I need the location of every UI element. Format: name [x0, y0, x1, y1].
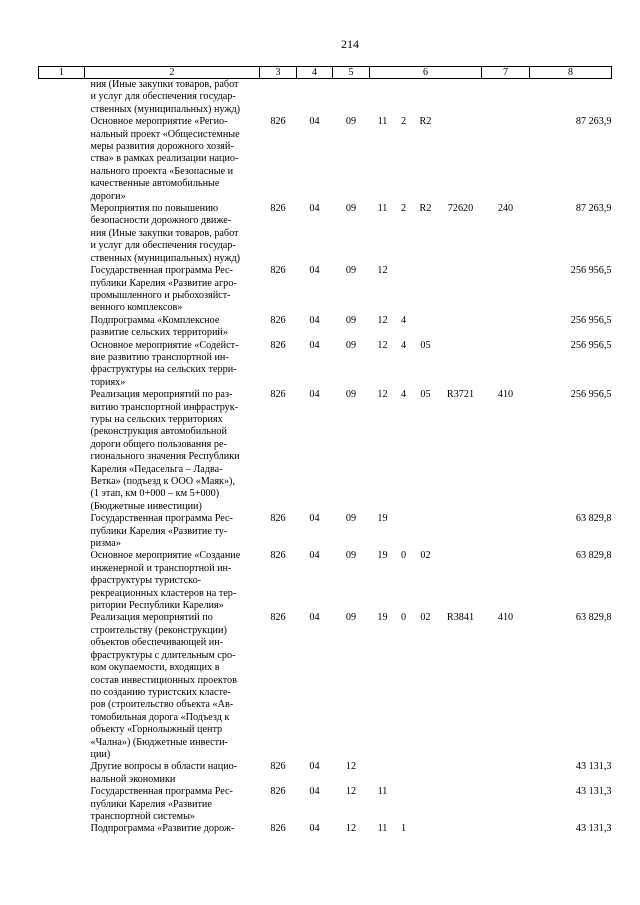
item-name: Подпрограмма «Развитие дорож- — [90, 823, 235, 835]
ministry-code: 826 — [270, 265, 286, 277]
ministry-code: 826 — [270, 314, 286, 326]
table-row — [39, 761, 612, 786]
section-code: 04 — [309, 314, 320, 326]
subsection-code: 12 — [345, 786, 357, 798]
empty-cell — [39, 513, 85, 550]
section-code: 04 — [309, 116, 320, 128]
ministry-code: 826 — [270, 513, 286, 525]
expense-type-code — [482, 340, 530, 390]
table-row — [39, 550, 612, 612]
subprogram-code: 2 — [400, 116, 407, 128]
program-code: 12 — [377, 389, 388, 401]
empty-cell — [39, 340, 85, 390]
item-name: Государственная программа Рес- публики Карелия «Развитие транспортной системы» — [90, 786, 233, 822]
amount: 256 956,5 — [570, 389, 612, 401]
subprogram-code — [396, 79, 412, 117]
empty-cell — [39, 79, 85, 117]
empty-cell — [39, 203, 85, 265]
direction-code — [440, 79, 482, 117]
section-code: 04 — [309, 389, 320, 401]
expense-type-code: 410 — [497, 389, 514, 401]
activity-code: 02 — [420, 612, 431, 624]
program-code: 19 — [377, 612, 388, 624]
ministry-code: 826 — [270, 116, 286, 128]
subprogram-code — [396, 786, 412, 823]
amount: 87 263,9 — [575, 203, 612, 215]
col-header-6: 6 — [370, 67, 482, 79]
activity-code: 02 — [420, 550, 431, 562]
activity-code — [412, 761, 440, 786]
direction-code: 72620 — [447, 203, 474, 215]
program-code: 11 — [377, 786, 388, 798]
table-row — [39, 116, 612, 203]
program-code — [370, 79, 396, 117]
empty-cell — [39, 786, 85, 823]
activity-code: R2 — [419, 203, 432, 215]
expense-type-code — [482, 513, 530, 550]
program-code: 12 — [377, 339, 388, 351]
ministry-code: 826 — [270, 823, 286, 835]
ministry-code: 826 — [270, 203, 286, 215]
item-name: Другие вопросы в области нацио- нальной экономики — [90, 761, 238, 785]
program-code: 11 — [377, 116, 388, 128]
program-code — [370, 761, 396, 786]
section-code: 04 — [309, 550, 320, 562]
section-code: 04 — [309, 823, 320, 835]
direction-code — [440, 340, 482, 390]
program-code: 11 — [377, 203, 388, 215]
table-row — [39, 340, 612, 390]
program-code: 19 — [377, 513, 388, 525]
subsection-code: 09 — [345, 203, 357, 215]
amount — [530, 79, 612, 117]
section-code: 04 — [309, 203, 320, 215]
table-row — [39, 265, 612, 315]
table-row — [39, 79, 612, 117]
subsection-code: 12 — [345, 823, 357, 835]
amount: 63 829,8 — [575, 612, 612, 624]
col-header-5: 5 — [333, 67, 370, 79]
item-name: Реализация мероприятий по строительству (реконструкции) объектов обеспечивающей ин- фраструктуры с длительным сро- ком окупаемости, входящих в состав инвестиционных проектов по созданию туристских класте- ров (строительство объекта «Ав- томобильная дорога «Подъезд к объекту «Горнолыжный центр «Чална») (Бюджетные инвести- ции) — [90, 612, 237, 760]
expense-type-code: 240 — [497, 203, 514, 215]
direction-code — [440, 786, 482, 823]
subsection-code: 09 — [345, 314, 357, 326]
subsection-code: 09 — [345, 550, 357, 562]
expense-type-code — [482, 761, 530, 786]
subsection-code: 09 — [345, 265, 357, 277]
amount: 63 829,8 — [575, 550, 612, 562]
budget-table — [38, 66, 612, 836]
section-code: 04 — [309, 265, 320, 277]
table-row — [39, 315, 612, 340]
item-name: Подпрограмма «Комплексное развитие сельских территорий» — [90, 314, 228, 339]
amount: 256 956,5 — [570, 339, 612, 351]
section-code — [297, 79, 333, 117]
header-row — [39, 67, 612, 79]
subsection-code: 09 — [345, 612, 357, 624]
ministry-code — [260, 79, 297, 117]
table-row — [39, 203, 612, 265]
empty-cell — [39, 550, 85, 612]
table-row — [39, 389, 612, 513]
subprogram-code: 2 — [400, 203, 407, 215]
subsection-code: 12 — [345, 761, 357, 773]
section-code: 04 — [309, 513, 320, 525]
amount: 63 829,8 — [575, 513, 612, 525]
activity-code — [412, 786, 440, 823]
section-code: 04 — [309, 339, 320, 351]
subprogram-code — [396, 761, 412, 786]
col-header-2: 2 — [85, 67, 260, 79]
activity-code: 05 — [420, 389, 431, 401]
item-name: Основное мероприятие «Содейст- вие развитию транспортной ин- фраструктуры на сельских терри- ториях» — [90, 339, 239, 388]
direction-code — [440, 823, 482, 835]
table-row — [39, 513, 612, 550]
direction-code — [440, 513, 482, 550]
expense-type-code — [482, 265, 530, 315]
subprogram-code: 1 — [400, 823, 407, 835]
empty-cell — [39, 761, 85, 786]
table-row — [39, 823, 612, 835]
subprogram-code: 0 — [400, 612, 407, 624]
activity-code: 05 — [420, 339, 431, 351]
direction-code — [440, 116, 482, 203]
amount: 43 131,3 — [575, 761, 612, 773]
empty-cell — [39, 265, 85, 315]
subprogram-code: 0 — [400, 550, 407, 562]
activity-code — [412, 823, 440, 835]
col-header-4: 4 — [297, 67, 333, 79]
subprogram-code: 4 — [400, 314, 407, 326]
table-row — [39, 612, 612, 761]
direction-code: R3841 — [446, 612, 475, 624]
program-code: 12 — [377, 314, 388, 326]
amount: 256 956,5 — [570, 265, 612, 277]
direction-code — [440, 550, 482, 612]
expense-type-code — [482, 823, 530, 835]
section-code: 04 — [309, 786, 320, 798]
section-code: 04 — [309, 612, 320, 624]
activity-code — [412, 315, 440, 340]
table-row — [39, 786, 612, 823]
subprogram-code: 4 — [400, 389, 407, 401]
col-header-1: 1 — [39, 67, 85, 79]
ministry-code: 826 — [270, 550, 286, 562]
expense-type-code: 410 — [497, 612, 514, 624]
subsection-code — [333, 79, 370, 117]
item-name: Государственная программа Рес- публики Карелия «Развитие ту- ризма» — [90, 513, 233, 550]
ministry-code: 826 — [270, 612, 286, 624]
item-name: Основное мероприятие «Создание инженерной и транспортной ин- фраструктуры туристско- рекреационных кластеров на тер- ритории Республики Карелия» — [90, 550, 241, 612]
direction-code: R3721 — [446, 389, 475, 401]
direction-code — [440, 761, 482, 786]
ministry-code: 826 — [270, 339, 286, 351]
activity-code — [412, 79, 440, 117]
expense-type-code — [482, 315, 530, 340]
expense-type-code — [482, 786, 530, 823]
empty-cell — [39, 612, 85, 761]
item-name: ния (Иные закупки товаров, работ и услуг для обеспечения государ- ственных (муниципальных) нужд) — [90, 79, 241, 115]
subprogram-code: 4 — [400, 339, 407, 351]
empty-cell — [39, 315, 85, 340]
activity-code — [412, 513, 440, 550]
empty-cell — [39, 116, 85, 203]
amount: 43 131,3 — [575, 786, 612, 798]
subsection-code: 09 — [345, 339, 357, 351]
item-name: Мероприятия по повышению безопасности дорожного движе- ния (Иные закупки товаров, работ и услуг для обеспечения государ- ственных (муниципальных) нужд) — [90, 203, 241, 264]
section-code: 04 — [309, 761, 320, 773]
item-name: Государственная программа Рес- публики Карелия «Развитие агро- промышленного и рыбохозяйст- венного комплексов» — [90, 265, 237, 314]
expense-type-code — [482, 550, 530, 612]
col-header-8: 8 — [530, 67, 612, 79]
subsection-code: 09 — [345, 116, 357, 128]
item-name: Реализация мероприятий по раз- витию транспортной инфраструк- туры на сельских территориях (реконструкция автомобильной дороги общего пользования ре- гионального значения Республики Карелия «Педасельга – Ладва- Ветка» (подъезд к ООО «Маяк»), (1 этап, км 0+000 – км 5+000) (Бюджетные инвестиции) — [90, 389, 240, 512]
amount: 43 131,3 — [575, 823, 612, 835]
amount: 256 956,5 — [570, 314, 612, 326]
program-code: 19 — [377, 550, 388, 562]
subprogram-code — [396, 265, 412, 315]
activity-code — [412, 265, 440, 315]
col-header-3: 3 — [260, 67, 297, 79]
direction-code — [440, 315, 482, 340]
subprogram-code — [396, 513, 412, 550]
ministry-code: 826 — [270, 786, 286, 798]
activity-code: R2 — [419, 116, 432, 128]
expense-type-code — [482, 116, 530, 203]
program-code: 11 — [377, 823, 388, 835]
empty-cell — [39, 823, 85, 835]
subsection-code: 09 — [345, 513, 357, 525]
item-name: Основное мероприятие «Регио- нальный проект «Общесистемные меры развития дорожного хозяй- ства» в рамках реализации нацио- нального проекта «Безопасные и качественные автомобильные дороги» — [90, 116, 240, 202]
ministry-code: 826 — [270, 389, 286, 401]
program-code: 12 — [377, 265, 388, 277]
col-header-7: 7 — [482, 67, 530, 79]
expense-type-code — [482, 79, 530, 117]
direction-code — [440, 265, 482, 315]
ministry-code: 826 — [270, 761, 286, 773]
empty-cell — [39, 389, 85, 513]
page-number: 214 — [341, 37, 359, 51]
amount: 87 263,9 — [575, 116, 612, 128]
subsection-code: 09 — [345, 389, 357, 401]
